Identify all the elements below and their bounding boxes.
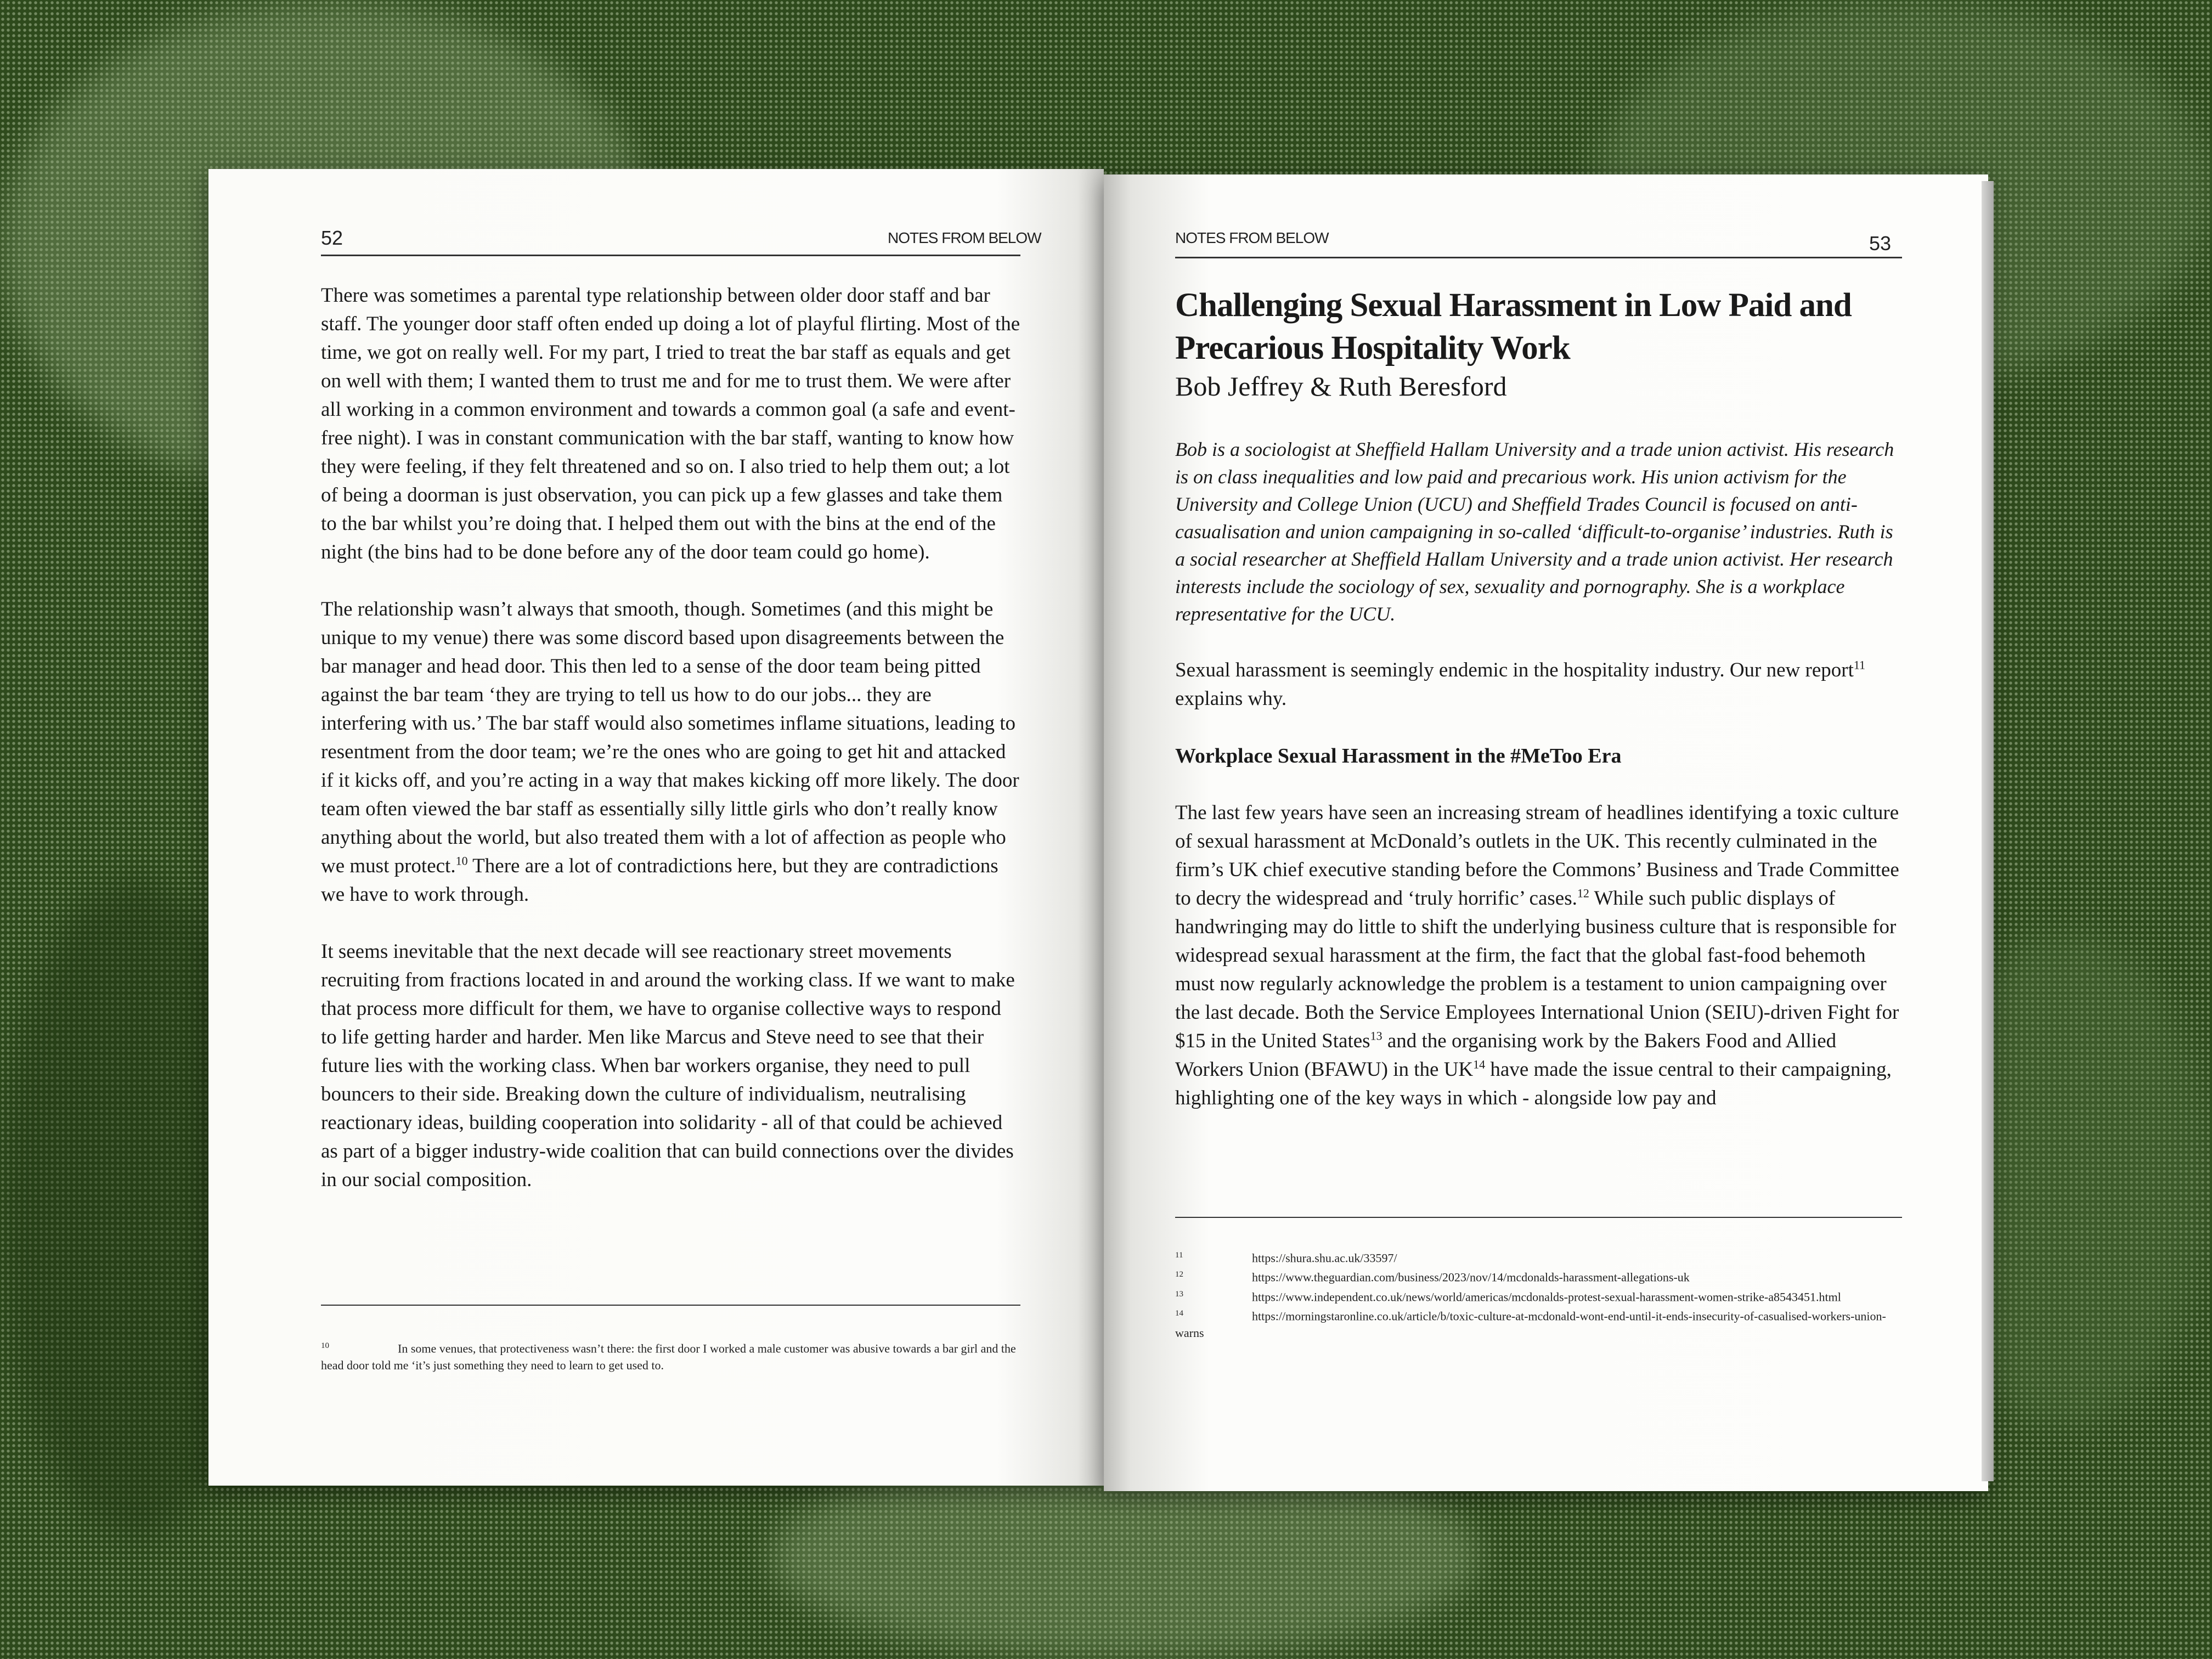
right-page [1104,174,1988,1491]
section-heading: Workplace Sexual Harassment in the #MeToo Era [1175,744,1622,768]
header-rule [321,255,1020,256]
running-head: NOTES FROM BELOW [888,229,1041,246]
footnotes [321,1338,1020,1374]
footnote-rule [1175,1217,1902,1218]
footnote: 10 In some venues, that protectiveness wasn’t there: the first door I worked a male customer was abusive towards a bar girl and the head door told me ‘it’s just something they need to learn to get used to. [321,1341,1016,1373]
footnote: 14 https://morningstaronline.co.uk/article/b/toxic-culture-at-mcdonald-wont-end-until-it-ends-insecurity-of-casualised-workers-union-warns [1175,1308,1886,1340]
footnote-ref[interactable]: 11 [1853,658,1866,672]
footnote-link[interactable]: https://morningstaronline.co.uk/article/b/toxic-culture-at-mcdonald-wont-end-until-it-ends-insecurity-of-casualised-workers-union-warns [1175,1309,1886,1340]
footnote-ref[interactable]: 12 [1577,886,1589,900]
left-page [208,169,1104,1486]
footnote: 11 https://shura.shu.ac.uk/33597/ [1175,1251,1397,1265]
footnote-ref[interactable]: 13 [1370,1029,1383,1043]
intro-paragraph: Sexual harassment is seemingly endemic in the hospitality industry. Our new report$^{11}$ explains why. [1175,658,1866,710]
paragraph: There was sometimes a parental type relationship between older door staff and bar staff. The younger door staff often ended up doing a lot of playful flirting. Most of the time, we got on really well. For my part, I tried to treat the bar staff as equals and get on well with them; I wanted them to trust me and for me to trust them. We were after all working in a common environment and towards a common goal (a safe and event-free night). I was in constant communication with the bar staff, wanting to know how they were feeling, if they felt threatened and so on. I also tried to help them out; a lot of being a doorman is just observation, you can pick up a few glasses and take them to the bar whilst you’re doing that. I helped them out with the bins at the end of the night (the bins had to be done before any of the door team could go home). [321,284,1020,563]
author-bio: Bob is a sociologist at Sheffield Hallam University and a trade union activist. His research is on class inequalities and low paid and precarious work. His union activism for the University and College Union (UCU) and Sheffield Trades Council is focused on anti-casualisation and union campaigning in so-called ‘difficult-to-organise’ industries. Ruth is a social researcher at Sheffield Hallam University and a trade union activist. Her research interests include the sociology of sex, sexuality and pornography. She is a workplace representative for the UCU. [1175,438,1894,625]
paragraph: It seems inevitable that the next decade will see reactionary street movements recruiting from fractions located in and around the working class. If we want to make that process more difficult for them, we have to organise collective ways to respond to life getting harder and harder. Men like Marcus and Steve need to see that their future lies with the working class. When bar workers organise, they need to pull bouncers to their side. Breaking down the culture of individualism, neutralising reactionary ideas, building cooperation into solidarity - all of that could be achieved as part of a bigger industry-wide coalition that can build connections over the divides in our social composition. [321,940,1015,1191]
footnote: 12 https://www.theguardian.com/business/2023/nov/14/mcdonalds-harassment-allegations-uk [1175,1270,1690,1284]
paragraph: The relationship wasn’t always that smooth, though. Sometimes (and this might be unique to my venue) there was some discord based upon disagreements between the bar manager and head door. This then led to a sense of the door team being pitted against the bar team ‘they are trying to tell us how to do our jobs... they are interfering with us.’ The bar staff would also sometimes inflame situations, leading to resentment from the door team; we’re the ones who are going to get hit and attacked if it kicks off, and you’re acting in a way that makes kicking off more likely. The door team often viewed the bar staff as essentially silly little girls who don’t really know anything about the world, but also treated them with a lot of affection as people who we must protect.$^{10}$ There are a lot of contradictions here, but they are contradictions we have to work through. [321,598,1019,906]
left-body [321,281,1020,1223]
footnote-link[interactable]: https://www.independent.co.uk/news/world/americas/mcdonalds-protest-sexual-harassment-women-strike-a8543451.html [1252,1289,1841,1304]
header-rule [1175,257,1902,258]
page-number: 52 [321,227,343,249]
page-edge [1982,181,1994,1481]
right-body [1175,284,1902,1141]
running-head: NOTES FROM BELOW [1175,229,1329,246]
footnote-link[interactable]: https://www.theguardian.com/business/2023/nov/14/mcdonalds-harassment-allegations-uk [1252,1270,1690,1284]
footnote-link[interactable]: https://shura.shu.ac.uk/33597/ [1252,1251,1397,1265]
footnote: 13 https://www.independent.co.uk/news/world/americas/mcdonalds-protest-sexual-harassment-women-strike-a8543451.html [1175,1289,1841,1304]
footnote-rule [321,1305,1020,1306]
article-title: Challenging Sexual Harassment in Low Paid and Precarious Hospitality Work [1175,287,1852,366]
paragraph: The last few years have seen an increasing stream of headlines identifying a toxic culture of sexual harassment at McDonald’s outlets in the UK. This recently culminated in the firm’s UK chief executive standing before the Commons’ Business and Trade Committee to decry the widespread and ‘truly horrific’ cases.$^{12}$ While such public displays of handwringing may do little to shift the underlying business culture that is responsible for widespread sexual harassment at the firm, the fact that the global fast-food behemoth must now regularly acknowledge the problem is a testament to union campaigning over the last decade. Both the Service Employees International Union (SEIU)-driven Fight for $15 in the United States$^{13}$ and the organising work by the Bakers Food and Allied Workers Union (BFAWU) in the UK$^{14}$ have made the issue central to their campaigning, highlighting one of the key ways in which - alongside low pay and [1175,802,1899,1109]
footnote-ref[interactable]: 14 [1473,1057,1486,1071]
footnote-ref[interactable]: 10 [455,854,468,868]
page-number: 53 [1869,232,1892,255]
footnotes [1175,1247,1902,1341]
article-authors: Bob Jeffrey & Ruth Beresford [1175,371,1507,402]
